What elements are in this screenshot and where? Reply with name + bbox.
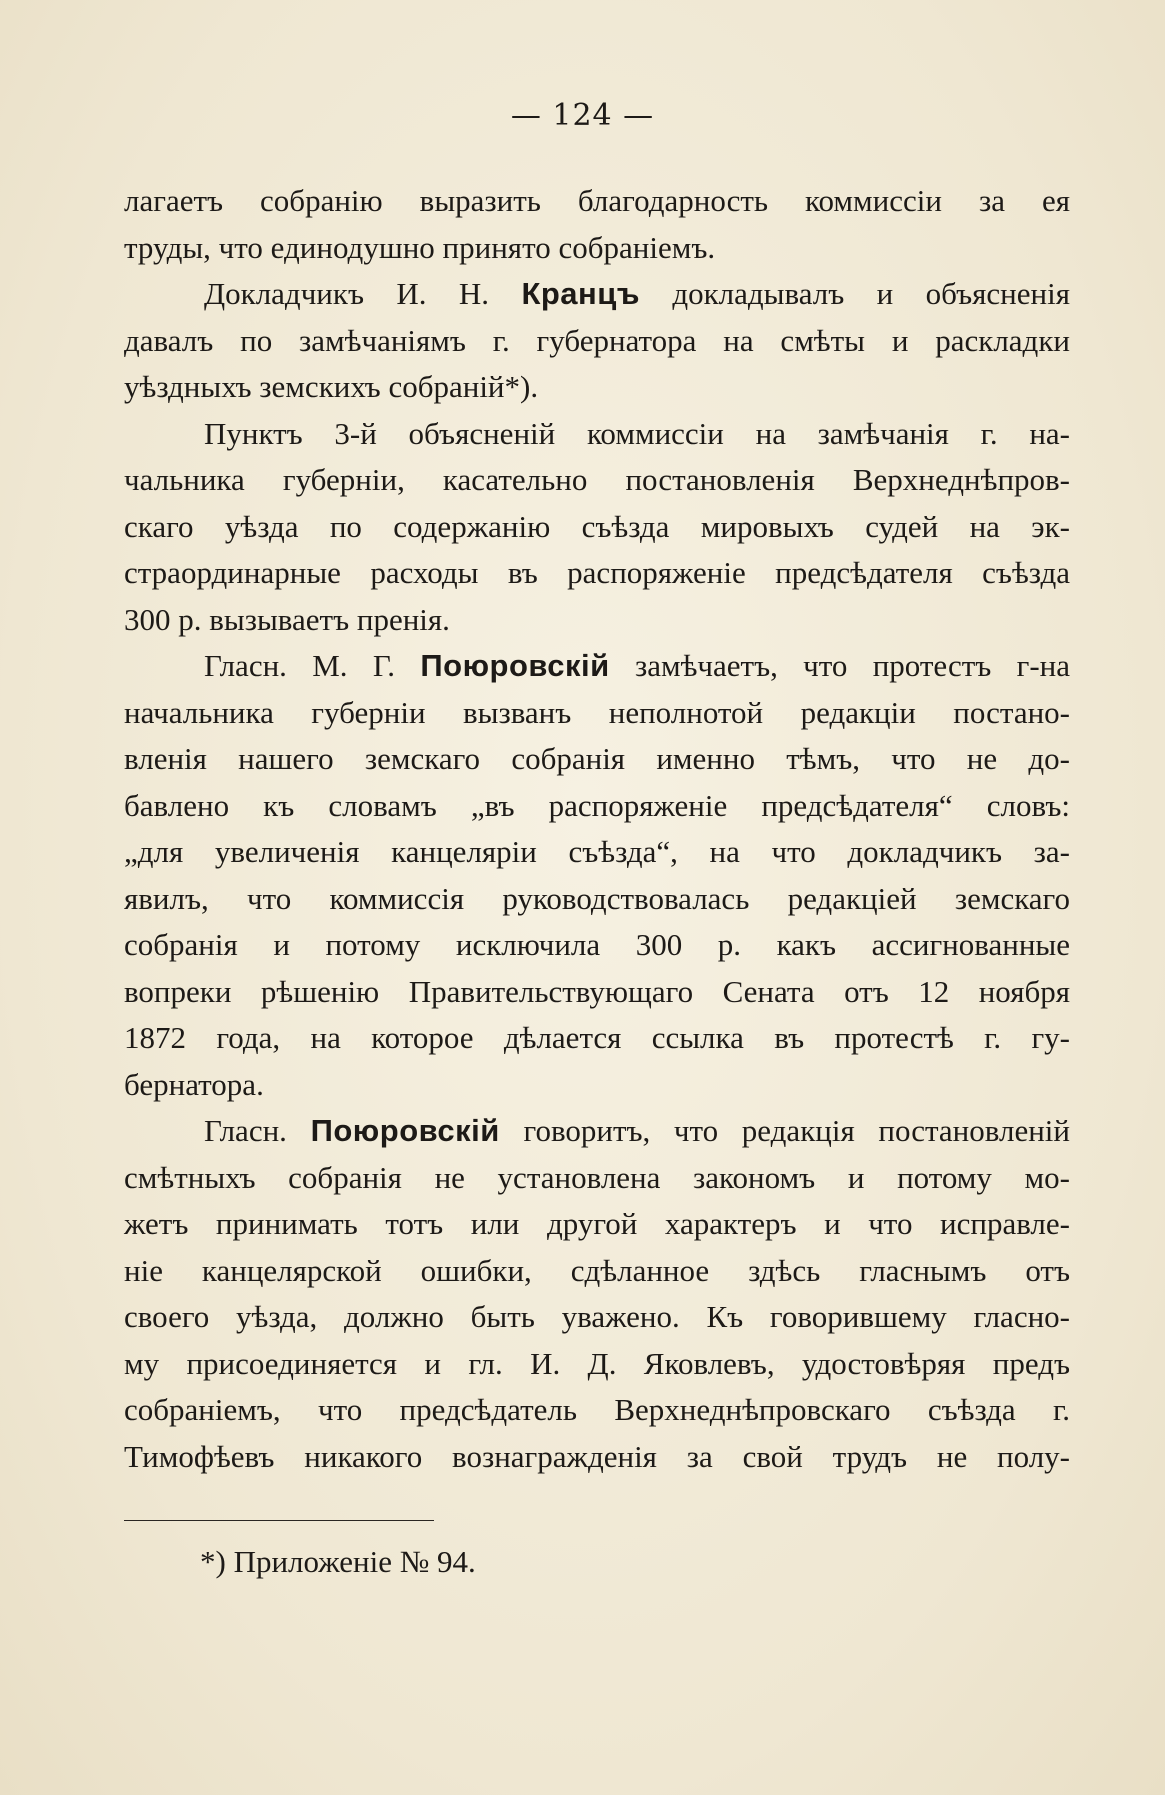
text-line xyxy=(124,225,1070,272)
speaker-name: Поюровскій xyxy=(420,648,610,683)
text-line xyxy=(124,736,1070,783)
text-line xyxy=(124,457,1070,504)
speaker-name: Кранцъ xyxy=(521,276,640,311)
text-line xyxy=(124,1155,1070,1202)
text-line xyxy=(124,504,1070,551)
text-line xyxy=(124,1294,1070,1341)
line-text: Докладчикъ И. Н. xyxy=(204,276,522,311)
text-line xyxy=(124,1434,1070,1481)
page-number: — 124 — xyxy=(510,98,655,133)
line-text: собраніемъ, что предсѣдатель Верхнеднѣпровскаго съѣзда г. xyxy=(124,1392,1070,1427)
text-line xyxy=(124,876,1070,923)
footnote-divider xyxy=(124,1520,434,1521)
text-line xyxy=(124,969,1070,1016)
text-line xyxy=(124,364,1070,411)
line-text: собранія и потому исключила 300 р. какъ ассигнованные xyxy=(124,927,1070,962)
line-text: бавлено къ словамъ „въ распоряженіе предсѣдателя“ словъ: xyxy=(124,787,1070,823)
text-line xyxy=(124,411,1070,458)
speaker-name: Поюровскій xyxy=(310,1113,500,1148)
line-text: 300 р. вызываетъ пренія. xyxy=(124,601,450,637)
text-line xyxy=(124,550,1070,597)
line-text: вленія нашего земскаго собранія именно тѣмъ, что не до- xyxy=(124,741,1070,776)
line-text: Гласн. М. Г. xyxy=(204,648,421,683)
line-text: докладывалъ и объясненія xyxy=(639,276,1070,311)
line-text: смѣтныхъ собранія не установлена закономъ и потому мо- xyxy=(124,1159,1070,1195)
text-line xyxy=(124,783,1070,830)
line-text: 1872 года, на которое дѣлается ссылка въ протестѣ г. гу- xyxy=(124,1020,1070,1055)
line-text: уѣздныхъ земскихъ собраній*). xyxy=(124,369,539,404)
line-text: вопреки рѣшенію Правительствующаго Сената отъ 12 ноября xyxy=(124,973,1070,1009)
text-line xyxy=(124,1201,1070,1248)
text-line xyxy=(124,690,1070,737)
text-line xyxy=(124,318,1070,365)
text-line xyxy=(124,1248,1070,1295)
line-text: Тимофѣевъ никакого вознагражденія за свой трудъ не полу- xyxy=(124,1438,1070,1474)
text-line xyxy=(124,178,1070,225)
line-text: своего уѣзда, должно быть уважено. Къ говорившему гласно- xyxy=(124,1299,1070,1334)
line-text: Гласн. xyxy=(204,1113,311,1148)
line-text: му присоединяется и гл. И. Д. Яковлевъ, удостовѣряя предъ xyxy=(124,1345,1070,1381)
line-text: бернатора. xyxy=(124,1066,264,1102)
line-text: явилъ, что коммиссія руководствовалась редакціей земскаго xyxy=(124,880,1070,916)
line-text: Пунктъ 3-й объясненій коммиссіи на замѣчанія г. на- xyxy=(204,415,1070,451)
line-text: ніе канцелярской ошибки, сдѣланное здѣсь гласнымъ отъ xyxy=(124,1252,1070,1288)
line-text: давалъ по замѣчаніямъ г. губернатора на смѣты и раскладки xyxy=(124,322,1070,358)
line-text: страординарные расходы въ распоряженіе предсѣдателя съѣзда xyxy=(124,555,1070,590)
line-text: начальника губерніи вызванъ неполнотой редакціи постано- xyxy=(124,694,1070,730)
line-text: труды, что единодушно принято собраніемъ. xyxy=(124,229,716,265)
text-line xyxy=(124,1341,1070,1388)
text-line xyxy=(124,922,1070,969)
line-text: говоритъ, что редакція постановленій xyxy=(499,1113,1070,1148)
line-text: жетъ принимать тотъ или другой характеръ и что исправле- xyxy=(124,1206,1070,1241)
text-line xyxy=(124,1387,1070,1434)
text-line xyxy=(124,643,1070,690)
line-text: чальника губерніи, касательно постановленія Верхнеднѣпров- xyxy=(124,462,1070,497)
line-text: лагаетъ собранію выразить благодарность коммиссіи за ея xyxy=(124,183,1070,218)
line-text: „для увеличенія канцеляріи съѣзда“, на что докладчикъ за- xyxy=(124,834,1070,869)
line-text: замѣчаетъ, что протестъ г-на xyxy=(609,648,1070,683)
text-line xyxy=(124,1108,1070,1155)
line-text: скаго уѣзда по содержанію съѣзда мировыхъ судей на эк- xyxy=(124,508,1070,544)
footnote: *) Приложеніе № 94. xyxy=(200,1544,476,1579)
text-line xyxy=(124,597,1070,644)
text-line xyxy=(124,829,1070,876)
body-text xyxy=(124,178,1070,1480)
text-line xyxy=(124,1015,1070,1062)
text-line xyxy=(124,1062,1070,1109)
text-line xyxy=(124,271,1070,318)
